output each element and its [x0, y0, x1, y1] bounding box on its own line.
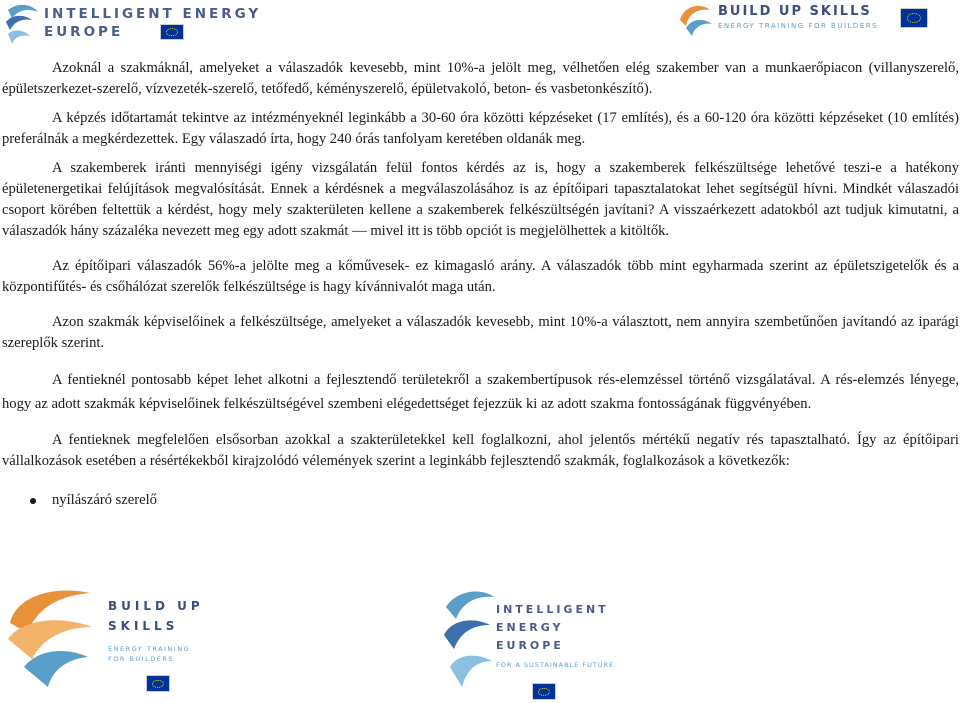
bus-top-line1: BUILD UP SKILLS	[718, 4, 872, 19]
eu-flag-icon	[900, 8, 928, 28]
ie-footer-line2: ENERGY	[496, 621, 564, 634]
intelligent-energy-swoosh-icon	[440, 583, 496, 695]
ie-footer-line1: INTELLIGENT	[496, 603, 609, 616]
eu-flag-icon	[532, 683, 556, 700]
list-item: nyílászáró szerelő	[2, 490, 959, 511]
build-up-skills-footer-logo	[2, 583, 222, 701]
paragraph-5: Azon szakmák képviselőinek a felkészültsége, amelyeket a válaszadók kevesebb, mint 10%-a választott, nem annyira szembetűnően javítandó az iparági szereplők szerint.	[2, 314, 959, 351]
intelligent-energy-europe-footer-logo	[440, 583, 660, 701]
ie-footer-line3: EUROPE	[496, 639, 564, 652]
intelligent-energy-europe-logo	[2, 0, 274, 48]
paragraph-6: A fentieknél pontosabb képet lehet alkotni a fejlesztendő területekről a szakembertípusok rés-elemzéssel történő vizsgálatával. A rés-elemzés lényege, hogy az adott szakmák képviselőinek felkészültségével szembeni elégedettséget fejezzük ki az adott szakma fontosságának függvényében.	[2, 372, 959, 412]
bus-footer-line4: FOR BUILDERS	[108, 655, 174, 663]
bus-footer-line2: SKILLS	[108, 619, 179, 633]
bus-footer-line1: BUILD UP	[108, 599, 204, 613]
intelligent-energy-swoosh-icon	[2, 0, 42, 46]
paragraph-3: A szakemberek iránti mennyiségi igény vizsgálatán felül fontos kérdés az is, hogy a szakemberek felkészültsége lehetővé teszi-e a hatékony épületenergetikai felújítások megvalósítását. Ennek a kérdésnek a megválaszolásához is az építőipari tapasztalatokat lehet segítségül hívni. Mindkét válaszadói csoport körében feltettük a kérdést, hogy mely szakterületen kellene a szakemberek felkészültségén javítani? A visszaérkezett adatokból azt tudjuk kimutatni, a válaszadók hány százaléka nevezett meg egy adott szakmát — mivel itt is több opciót is megjelölhettek a kitöltők.	[2, 160, 959, 239]
bus-footer-line3: ENERGY TRAINING	[108, 645, 191, 653]
ie-top-line2: EUROPE	[44, 24, 124, 40]
build-up-skills-swoosh-icon	[2, 583, 102, 693]
document-body	[2, 58, 959, 511]
ie-top-line1: INTELLIGENT ENERGY	[44, 6, 262, 22]
eu-flag-icon	[160, 24, 184, 40]
paragraph-1: Azoknál a szakmáknál, amelyeket a válaszadók kevesebb, mint 10%-a jelölt meg, vélhetően elég szakember van a munkaerőpiacon (villanyszerelő, épületszerkezet-szerelő, vízvezeték-szerelő, tetőfedő, kéményszerelő, épületvakoló, beton- és vasbetonkészítő).	[2, 60, 959, 97]
bullet-list	[2, 490, 959, 511]
build-up-skills-swoosh-icon	[676, 0, 716, 40]
build-up-skills-logo	[676, 0, 956, 44]
bus-top-line2: ENERGY TRAINING FOR BUILDERS	[718, 22, 879, 30]
paragraph-2: A képzés időtartamát tekintve az intézményeknél leginkább a 30-60 óra közötti képzéseket (17 említés), és a 60-120 óra közötti képzéseket (10 említés) preferálnák a megkérdezettek. Egy válaszadó írta, hogy 240 órás tanfolyam keretében oldanák meg.	[2, 110, 959, 147]
eu-flag-icon	[146, 675, 170, 692]
paragraph-4: Az építőipari válaszadók 56%-a jelölte meg a kőművesek- ez kimagasló arány. A válaszadók több mint egyharmada szerint az épületszigetelők és a központifűtés- és csőhálózat szerelők felkészültsége is hagy kívánnivalót maga után.	[2, 258, 959, 295]
paragraph-7: A fentieknek megfelelően elsősorban azokkal a szakterületekkel kell foglalkozni, ahol jelentős mértékű negatív rés tapasztalható. Így az építőipari vállalkozások esetében a résértékekből kirajzolódó vélemények szerint a leginkább fejlesztendő szakmák, foglalkozások a következők:	[2, 432, 959, 469]
ie-footer-line4: FOR A SUSTAINABLE FUTURE	[496, 661, 615, 669]
